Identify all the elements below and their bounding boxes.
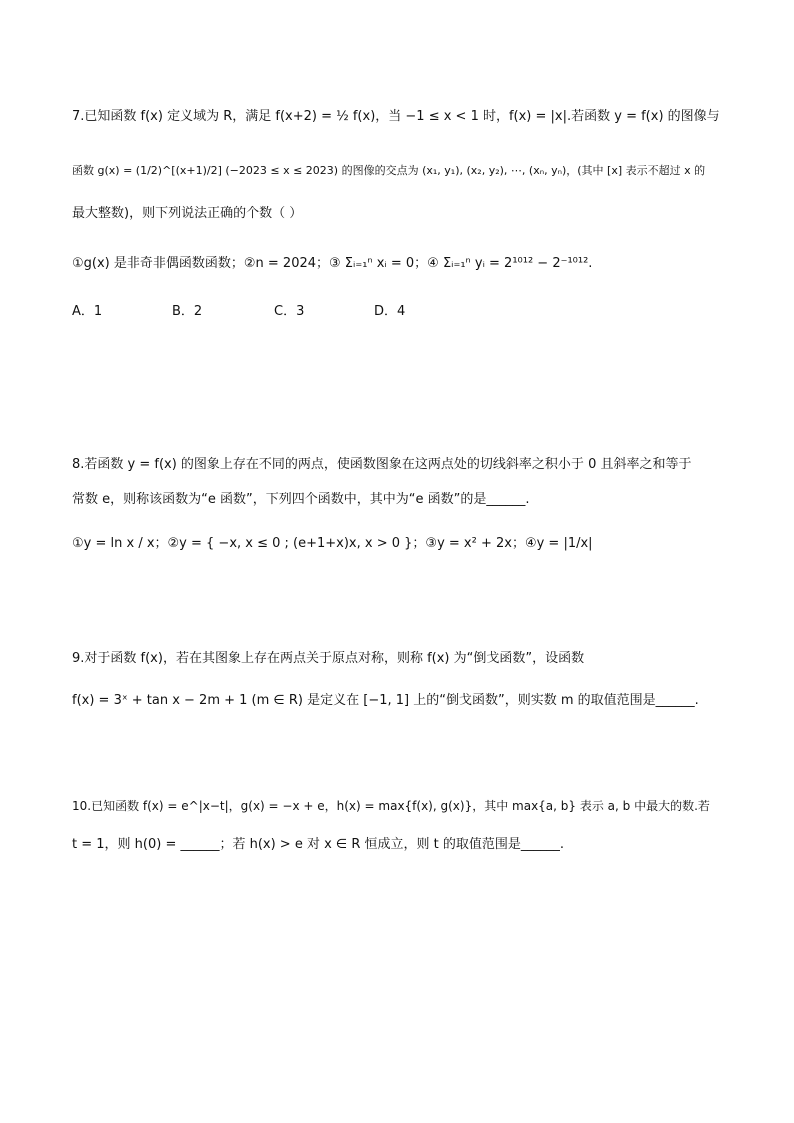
q7-line-2: 函数 g(x) = (1/2)^[(x+1)/2] (−2023 ≤ x ≤ 2023) 的图像的交点为 (x₁, y₁), (x₂, y₂), ⋯, (xₙ, yₙ)，(其中 [x] 表示不超过 x 的: [72, 164, 706, 177]
q8-line-3: ①y = ln x / x；②y = { −x, x ≤ 0 ; (e+1+x)x, x > 0 }；③y = x² + 2x；④y = |1/x|: [72, 536, 593, 551]
q10-line-1: 10.已知函数 f(x) = e^|x−t|，g(x) = −x + e，h(x) = max{f(x), g(x)}，其中 max{a, b} 表示 a, b 中最大的数.若: [72, 799, 710, 813]
q7-option-d: D．4: [374, 304, 406, 319]
q7-line-4: ①g(x) 是非奇非偶函数函数；②n = 2024；③ Σᵢ₌₁ⁿ xᵢ = 0；④ Σᵢ₌₁ⁿ yᵢ = 2¹⁰¹² − 2⁻¹⁰¹².: [72, 256, 593, 271]
q7-option-a: A．1: [72, 304, 103, 319]
q9-line-1: 9.对于函数 f(x)，若在其图象上存在两点关于原点对称，则称 f(x) 为“倒戈函数”，设函数: [72, 651, 585, 666]
q10-line-2: t = 1，则 h(0) = ______；若 h(x) > e 对 x ∈ R 恒成立，则 t 的取值范围是______.: [72, 837, 565, 852]
q9-line-2: f(x) = 3ˣ + tan x − 2m + 1 (m ∈ R) 是定义在 [−1, 1] 上的“倒戈函数”，则实数 m 的取值范围是______.: [72, 693, 699, 708]
q8-line-1: 8.若函数 y = f(x) 的图象上存在不同的两点，使函数图象在这两点处的切线斜率之积小于 0 且斜率之和等于: [72, 457, 692, 472]
q7-line-1: 7.已知函数 f(x) 定义域为 R，满足 f(x+2) = ½ f(x)，当 −1 ≤ x < 1 时，f(x) = |x|.若函数 y = f(x) 的图像与: [72, 109, 720, 124]
q8-line-2: 常数 e，则称该函数为“e 函数”，下列四个函数中，其中为“e 函数”的是______.: [72, 492, 530, 507]
q7-option-b: B．2: [172, 304, 203, 319]
q7-line-3: 最大整数)，则下列说法正确的个数（ ）: [72, 206, 303, 221]
q7-option-c: C．3: [274, 304, 305, 319]
